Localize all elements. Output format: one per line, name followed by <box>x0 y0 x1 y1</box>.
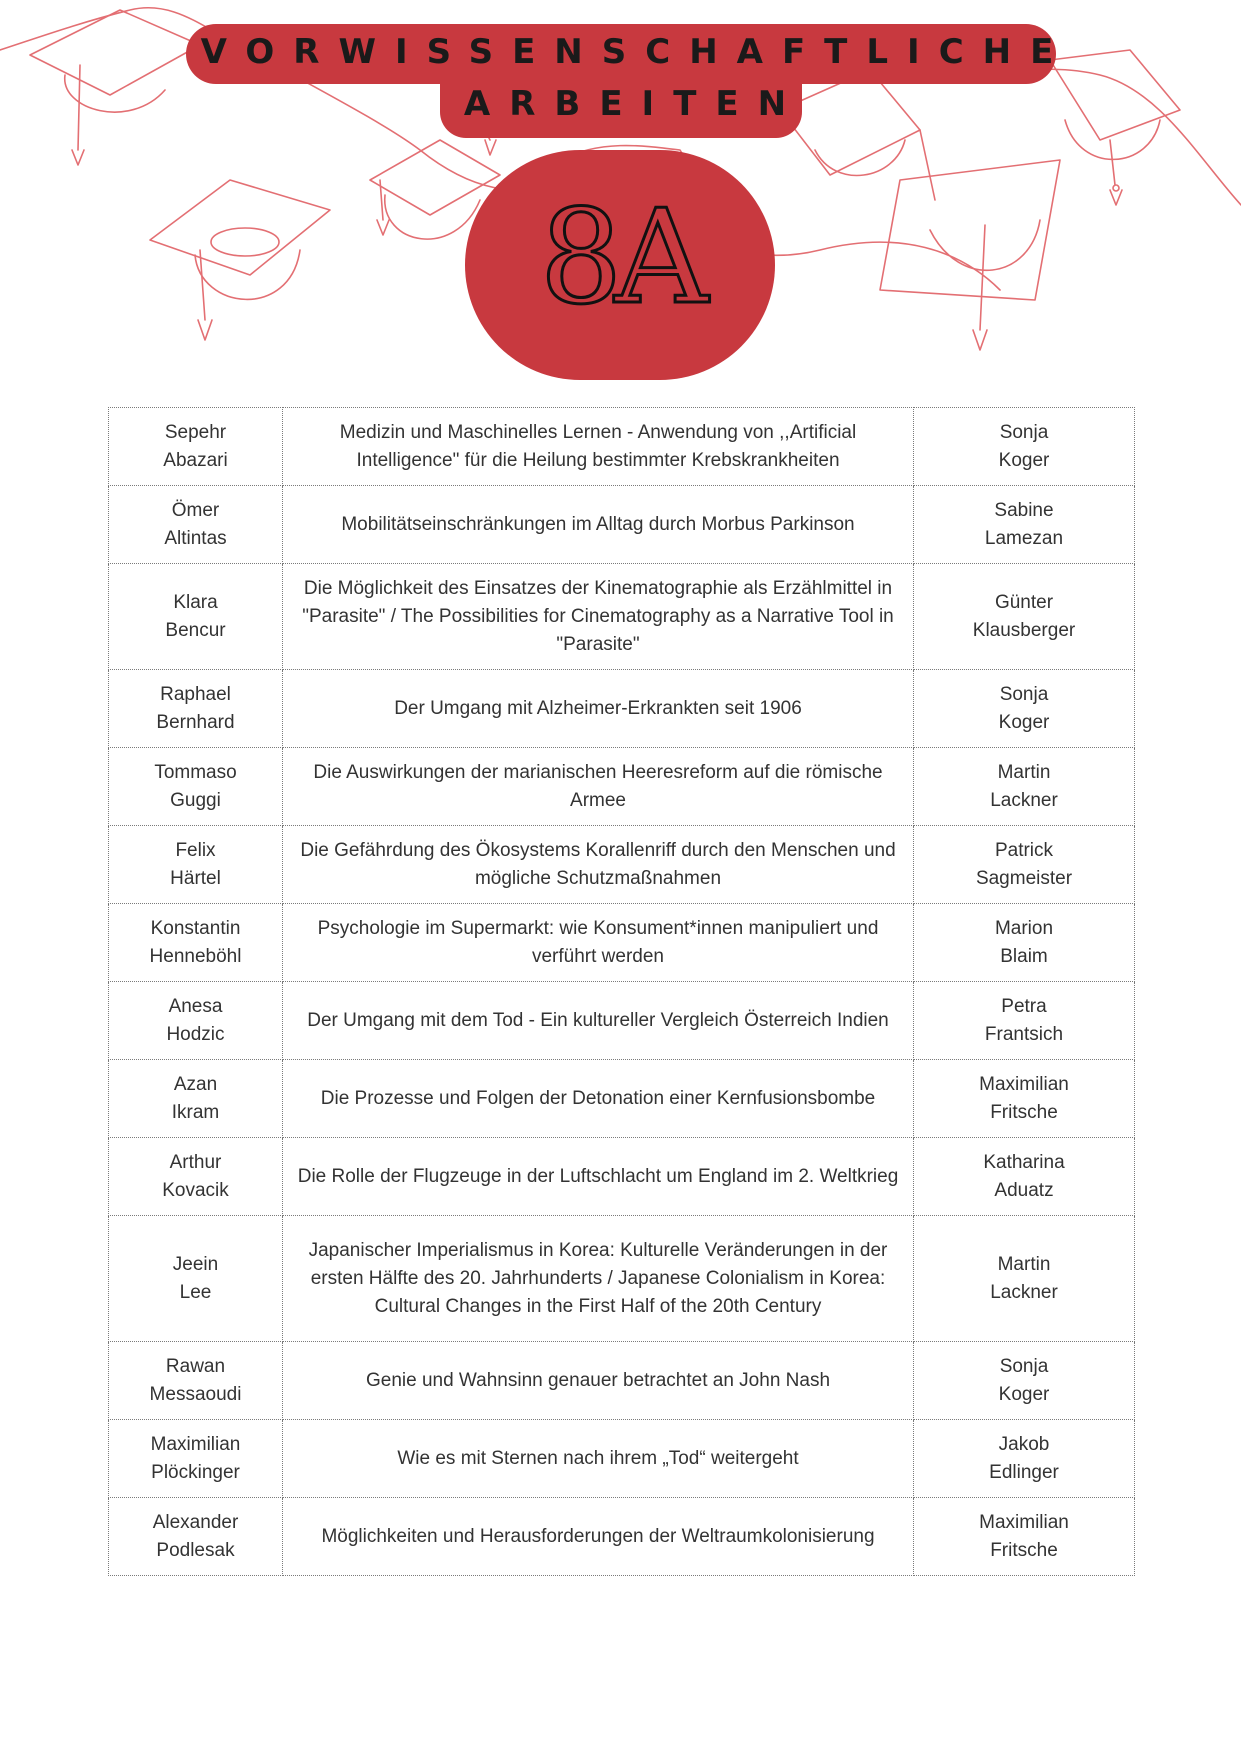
topic-cell: Genie und Wahnsinn genauer betrachtet an John Nash <box>283 1342 914 1420</box>
teacher-first-name: Günter <box>994 591 1054 613</box>
student-first-name: Sepehr <box>164 421 227 443</box>
topic-cell: Die Auswirkungen der marianischen Heeresreform auf die römische Armee <box>283 748 914 826</box>
student-last-name: Bencur <box>165 619 226 641</box>
student-last-name: Härtel <box>170 867 221 889</box>
student-first-name: Azan <box>173 1073 218 1095</box>
teacher-last-name: Blaim <box>1000 945 1048 967</box>
teacher-last-name: Aduatz <box>994 1179 1054 1201</box>
page-title-line-1: VORWISSENSCHAFTLICHE <box>200 32 1073 72</box>
teacher-last-name: Koger <box>998 1383 1050 1405</box>
student-name-cell <box>109 982 283 1060</box>
student-name-cell <box>109 1498 283 1576</box>
topic-cell: Die Möglichkeit des Einsatzes der Kinematographie als Erzählmittel in "Parasite" / The Possibilities for Cinematography as a Narrative Tool in "Parasite" <box>283 564 914 670</box>
teacher-name-cell <box>914 1060 1135 1138</box>
graduation-cap-icon <box>150 180 330 340</box>
teacher-last-name: Frantsich <box>984 1023 1064 1045</box>
student-first-name: Ömer <box>171 499 220 521</box>
topic-cell: Die Rolle der Flugzeuge in der Luftschlacht um England im 2. Weltkrieg <box>283 1138 914 1216</box>
teacher-first-name: Maximilian <box>979 1073 1069 1095</box>
student-last-name: Ikram <box>171 1101 220 1123</box>
student-name-cell <box>109 670 283 748</box>
student-first-name: Raphael <box>160 683 231 705</box>
student-first-name: Felix <box>175 839 216 861</box>
topic-cell: Japanischer Imperialismus in Korea: Kulturelle Veränderungen in der ersten Hälfte des 20. Jahrhunderts / Japanese Colonialism in Korea: Cultural Changes in the First Half of the 20th Century <box>283 1216 914 1342</box>
student-name-cell <box>109 826 283 904</box>
student-last-name: Kovacik <box>162 1179 229 1201</box>
vwa-table <box>108 407 1135 1576</box>
class-label: 8A <box>539 181 701 333</box>
teacher-last-name: Edlinger <box>989 1461 1059 1483</box>
teacher-first-name: Maximilian <box>979 1511 1069 1533</box>
teacher-name-cell <box>914 1498 1135 1576</box>
teacher-name-cell <box>914 564 1135 670</box>
vwa-table-body <box>109 408 1135 1576</box>
student-last-name: Hodzic <box>166 1023 225 1045</box>
teacher-name-cell <box>914 1342 1135 1420</box>
teacher-last-name: Koger <box>998 711 1050 733</box>
teacher-last-name: Lamezan <box>984 527 1064 549</box>
student-last-name: Bernhard <box>156 711 235 733</box>
table-row <box>109 904 1135 982</box>
student-name-cell <box>109 904 283 982</box>
teacher-first-name: Katharina <box>983 1151 1065 1173</box>
teacher-name-cell <box>914 1420 1135 1498</box>
student-first-name: Anesa <box>168 995 223 1017</box>
table-row <box>109 670 1135 748</box>
student-first-name: Rawan <box>165 1355 226 1377</box>
teacher-last-name: Koger <box>998 449 1050 471</box>
teacher-first-name: Petra <box>1001 995 1047 1017</box>
teacher-first-name: Sonja <box>999 1355 1049 1377</box>
table-row <box>109 1498 1135 1576</box>
teacher-last-name: Klausberger <box>972 619 1076 641</box>
teacher-name-cell <box>914 486 1135 564</box>
student-first-name: Arthur <box>169 1151 222 1173</box>
student-last-name: Altintas <box>164 527 227 549</box>
table-row <box>109 408 1135 486</box>
student-last-name: Lee <box>179 1281 212 1303</box>
student-name-cell <box>109 1060 283 1138</box>
student-name-cell <box>109 486 283 564</box>
table-row <box>109 1420 1135 1498</box>
student-last-name: Podlesak <box>156 1539 235 1561</box>
teacher-first-name: Martin <box>997 1253 1051 1275</box>
topic-cell: Der Umgang mit dem Tod - Ein kultureller Vergleich Österreich Indien <box>283 982 914 1060</box>
teacher-name-cell <box>914 904 1135 982</box>
student-first-name: Alexander <box>152 1511 239 1533</box>
student-name-cell <box>109 1420 283 1498</box>
student-first-name: Klara <box>173 591 218 613</box>
teacher-name-cell <box>914 826 1135 904</box>
topic-cell: Medizin und Maschinelles Lernen - Anwendung von ,,Artificial Intelligence" für die Heilung bestimmter Krebskrankheiten <box>283 408 914 486</box>
teacher-last-name: Lackner <box>990 1281 1058 1303</box>
page-title-line-2: ARBEITEN <box>463 84 806 124</box>
table-row <box>109 826 1135 904</box>
teacher-name-cell <box>914 408 1135 486</box>
teacher-name-cell <box>914 670 1135 748</box>
topic-cell: Die Prozesse und Folgen der Detonation einer Kernfusionsbombe <box>283 1060 914 1138</box>
topic-cell: Möglichkeiten und Herausforderungen der Weltraumkolonisierung <box>283 1498 914 1576</box>
teacher-first-name: Sonja <box>999 683 1049 705</box>
topic-cell: Psychologie im Supermarkt: wie Konsument*innen manipuliert und verführt werden <box>283 904 914 982</box>
teacher-name-cell <box>914 1216 1135 1342</box>
teacher-last-name: Fritsche <box>990 1539 1058 1561</box>
teacher-name-cell <box>914 748 1135 826</box>
student-first-name: Konstantin <box>150 917 241 939</box>
table-row <box>109 1342 1135 1420</box>
teacher-first-name: Patrick <box>994 839 1054 861</box>
table-row <box>109 1060 1135 1138</box>
table-row <box>109 486 1135 564</box>
table-row <box>109 982 1135 1060</box>
student-name-cell <box>109 1216 283 1342</box>
teacher-name-cell <box>914 982 1135 1060</box>
table-row <box>109 748 1135 826</box>
teacher-name-cell <box>914 1138 1135 1216</box>
student-last-name: Guggi <box>170 789 221 811</box>
teacher-first-name: Sonja <box>999 421 1049 443</box>
teacher-first-name: Sabine <box>994 499 1054 521</box>
topic-cell: Die Gefährdung des Ökosystems Korallenriff durch den Menschen und mögliche Schutzmaßnahmen <box>283 826 914 904</box>
student-name-cell <box>109 564 283 670</box>
student-last-name: Messaoudi <box>149 1383 242 1405</box>
student-name-cell <box>109 1138 283 1216</box>
student-last-name: Henneböhl <box>149 945 242 967</box>
teacher-last-name: Fritsche <box>990 1101 1058 1123</box>
teacher-last-name: Sagmeister <box>975 867 1073 889</box>
teacher-first-name: Marion <box>994 917 1054 939</box>
teacher-first-name: Jakob <box>998 1433 1050 1455</box>
graduation-cap-icon <box>880 160 1060 350</box>
topic-cell: Der Umgang mit Alzheimer-Erkrankten seit 1906 <box>283 670 914 748</box>
student-last-name: Abazari <box>163 449 228 471</box>
table-row <box>109 1138 1135 1216</box>
student-last-name: Plöckinger <box>151 1461 240 1483</box>
table-row <box>109 1216 1135 1342</box>
topic-cell: Wie es mit Sternen nach ihrem „Tod“ weitergeht <box>283 1420 914 1498</box>
table-row <box>109 564 1135 670</box>
teacher-first-name: Martin <box>997 761 1051 783</box>
student-name-cell <box>109 1342 283 1420</box>
topic-cell: Mobilitätseinschränkungen im Alltag durch Morbus Parkinson <box>283 486 914 564</box>
student-first-name: Jeein <box>172 1253 219 1275</box>
graduation-cap-icon <box>1050 50 1180 205</box>
student-name-cell <box>109 408 283 486</box>
student-first-name: Tommaso <box>154 761 237 783</box>
teacher-last-name: Lackner <box>990 789 1058 811</box>
student-first-name: Maximilian <box>150 1433 241 1455</box>
student-name-cell <box>109 748 283 826</box>
